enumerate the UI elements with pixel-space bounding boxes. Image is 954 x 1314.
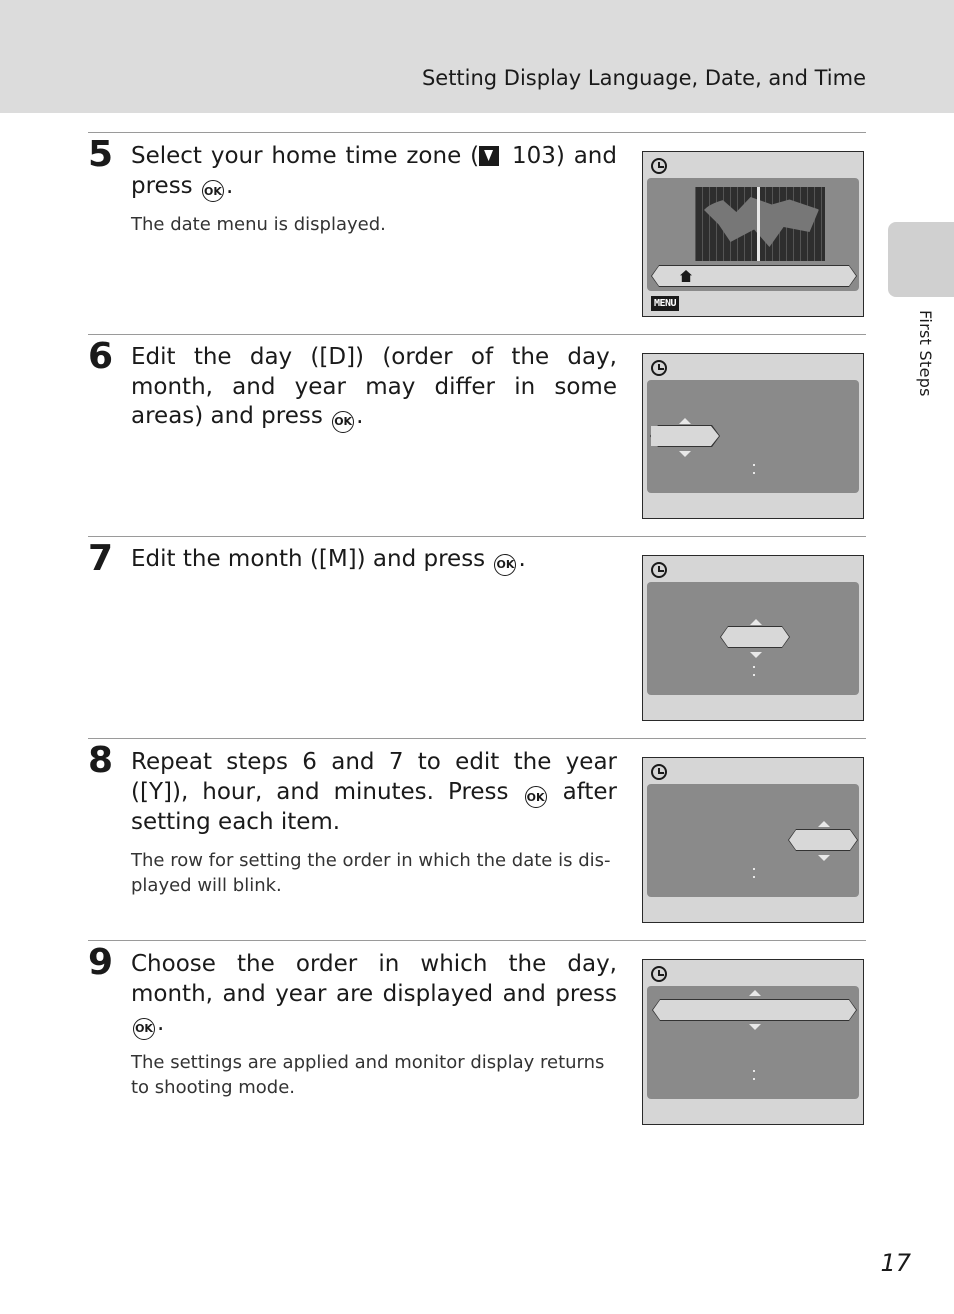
home-icon (680, 270, 692, 282)
clock-icon (651, 966, 667, 982)
screen-panel (647, 380, 859, 493)
up-arrow-icon (818, 821, 830, 827)
step-text (131, 142, 617, 237)
step-text (131, 545, 617, 576)
page-header (0, 0, 954, 113)
step-7 (88, 536, 866, 579)
map-land (701, 197, 819, 247)
step-description: The date menu is displayed. (131, 214, 386, 236)
step-number: 9 (88, 942, 114, 983)
step-text (131, 950, 617, 1100)
step-title: Choose the order in which the day, month, and year are displayed and press OK . (131, 950, 617, 1040)
clock-icon (651, 764, 667, 780)
ok-button-icon: OK (494, 554, 516, 576)
down-arrow-icon (679, 451, 691, 457)
menu-icon: MENU (651, 296, 679, 311)
camera-screen (642, 555, 864, 721)
down-arrow-icon (749, 1024, 761, 1030)
step-9 (88, 940, 866, 1098)
down-arrow-icon (750, 652, 762, 658)
time-zone-line (757, 187, 760, 261)
up-arrow-icon (749, 990, 761, 996)
clock-icon (651, 562, 667, 578)
step-description: The row for setting the order in which the date is dis-played will blink. (131, 849, 611, 896)
step-number: 8 (88, 740, 114, 781)
step-title: Edit the month ([M]) and press OK . (131, 545, 617, 576)
step-title: Select your home time zone ( 103) and press OK . (131, 142, 617, 202)
clock-icon (651, 158, 667, 174)
world-map (695, 187, 825, 261)
step-text (131, 748, 617, 898)
step-5 (88, 132, 866, 309)
page-number: 17 (880, 1249, 911, 1277)
camera-screen (642, 959, 864, 1125)
clock-icon (651, 360, 667, 376)
screen-panel (647, 784, 859, 897)
step-number: 7 (88, 538, 114, 579)
chapter-tab (888, 222, 954, 297)
date-order-field (653, 1000, 856, 1020)
minute-field (789, 830, 857, 850)
time-colon (753, 464, 755, 474)
step-number: 5 (88, 134, 114, 175)
zone-bar (652, 266, 856, 286)
camera-screen (642, 151, 864, 317)
screen-panel (647, 986, 859, 1099)
chapter-tab-label: First Steps (916, 310, 935, 397)
up-arrow-icon (750, 619, 762, 625)
time-colon (753, 1070, 755, 1080)
screen-panel (647, 582, 859, 695)
step-description: The settings are applied and monitor display returns to shooting mode. (131, 1051, 605, 1098)
screen-panel (647, 178, 859, 291)
step-8 (88, 738, 866, 896)
time-colon (753, 666, 755, 676)
day-field (651, 426, 719, 446)
reference-icon (479, 146, 499, 166)
ok-button-icon: OK (332, 411, 354, 433)
time-colon (753, 868, 755, 878)
camera-screen (642, 353, 864, 519)
step-number: 6 (88, 336, 114, 377)
step-title: Edit the day ([D]) (order of the day, month, and year may differ in some areas) and press OK . (131, 343, 617, 433)
ok-button-icon: OK (202, 180, 224, 202)
ok-button-icon: OK (133, 1018, 155, 1040)
ok-button-icon: OK (525, 786, 547, 808)
camera-screen (642, 757, 864, 923)
step-6 (88, 334, 866, 429)
page-title: Setting Display Language, Date, and Time (421, 66, 866, 90)
month-field (721, 627, 789, 647)
step-title: Repeat steps 6 and 7 to edit the year ([Y]), hour, and minutes. Press OK after setting each item. (131, 749, 617, 836)
up-arrow-icon (679, 418, 691, 424)
down-arrow-icon (818, 855, 830, 861)
step-text (131, 343, 617, 433)
